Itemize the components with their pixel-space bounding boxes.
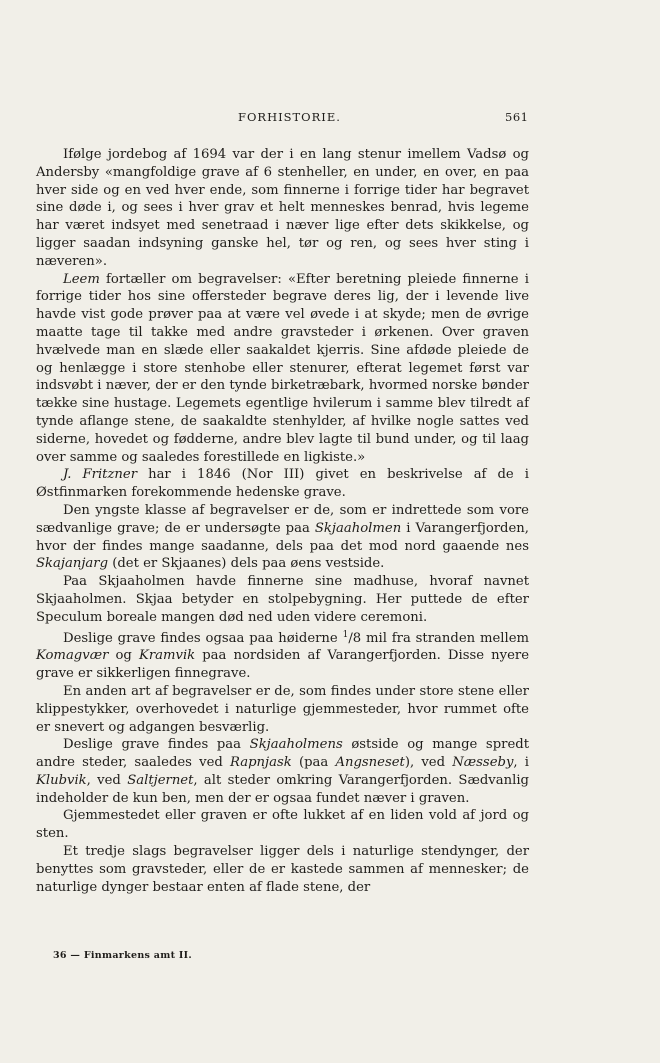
printer-signature: 36 — Finmarkens amt II. [53,950,192,961]
italic-name: Næsseby [452,755,514,771]
text-run: fortæller om begravelser: «Efter beretning pleiede finnerne i forrige tider hos sine offersteder begrave deres lig, der i levende live havde vist gode prøver paa at være vel øvede i at skyde; men de øvrige maatte tage til takke med andre gravsteder i ørkenen. Over graven hvælvede man en slæde eller saakaldet kjerris. Sine afdøde pleiede de og henlægge i store stenhobe eller stenurer, efterat legemet først var indsvøbt i næver, der er den tynde birketræbark, hvormed norske bønder tække sine hustage. Legemets egentlige hvilerum i samme blev tilredt af tynde aflange stene, de saakaldte stenhylder, af hvilke nogle sattes ved siderne, hovedet og fødderne, andre blev lagte til bund under, og til laag over samme og saaledes forestillede en ligkiste.» [36,271,529,465]
text-run: 1 [342,629,349,640]
text-run: , alt steder omkring Varangerfjorden. Sædvanlig indeholder de kun ben, men der er ogsaa fundet næver i graven. [36,772,529,806]
text-run: En anden art af begravelser er de, som findes under store stene eller klippestykker, overhovedet i naturlige gjemmesteder, hvor rummet ofte er snevert og adgangen besværlig. [36,683,529,735]
text-run: , i [513,755,529,771]
italic-name: Komagvær [36,648,109,664]
text-run: i Varangerfjorden, hvor der findes mange saadanne, dels paa det mod nord gaaende nes [36,520,529,554]
text-run: Ifølge jordebog af 1694 var der i en lang stenur imellem Vadsø og Andersby «mangfoldige grave af 6 stenheller, en under, en over, en paa hver side og en ved hver ende, som finnerne i forrige tider har begravet sine døde i, og sees i hver grav et helt menneskes benrad, hvis legeme har været indsyet med senetraad i næver lige efter dets skikkelse, og ligger saadan indsyning ganske hel, tør og ren, og sees hver sting i næveren». [36,147,529,269]
paragraph [36,683,529,736]
body-text [36,146,529,896]
italic-name: Kramvik [138,648,196,664]
text-run: Den yngste klasse af begravelser er de, som er indrettede som vore sædvanlige grave; de er undersøgte paa [36,502,529,536]
italic-name: Angsneset [335,755,405,771]
paragraph [36,466,529,502]
text-run: (paa [291,755,336,771]
page-number: 561 [505,110,529,124]
text-run: Et tredje slags begravelser ligger dels i naturlige stendynger, der benyttes som gravsteder, eller de er kastede sammen af mennesker; de naturlige dynger bestaar enten af flade stene, der [36,844,529,895]
italic-name: Skjaaholmens [249,737,343,753]
text-run: og [108,648,139,664]
paragraph [36,807,529,843]
text-run: /8 mil fra stranden mellem [348,630,530,646]
paragraph [36,736,529,807]
text-run: paa nordsiden af Varangerfjorden. Disse nyere grave er sikkerligen finnegrave. [36,648,530,682]
running-header [0,110,660,130]
italic-name: Skjaaholmen [314,520,402,536]
paragraph [36,271,529,467]
text-run: Deslige grave findes paa [63,737,250,753]
italic-name: Klubvik [36,772,87,788]
text-run: (det er Skjaanes) dels paa øens vestside. [108,556,385,572]
paragraph [36,502,529,573]
paragraph [36,146,529,271]
text-run: Paa Skjaaholmen havde finnerne sine madhuse, hvoraf navnet Skjaaholmen. Skjaa betyder en stolpebygning. Her puttede de efter Speculum boreale mangen død ned uden videre ceremoni. [36,574,529,625]
paragraph [36,843,529,896]
paragraph [36,627,529,683]
page-title: FORHISTORIE. [238,110,341,124]
italic-name: Skajanjarg [36,556,109,572]
text-run: Deslige grave findes ogsaa paa høiderne [63,630,343,646]
italic-name: Saltjernet [127,772,194,788]
text-run: ), ved [404,755,453,771]
paragraph [36,573,529,626]
text-run: østside og mange spredt andre steder, saaledes ved [36,737,529,771]
italic-name: J. Fritzner [63,467,138,483]
text-run: Gjemmestedet eller graven er ofte lukket af en liden vold af jord og sten. [36,808,529,842]
text-run: har i 1846 (Nor III) givet en beskrivelse af de i Østfinmarken forekommende hedenske grave. [36,467,529,501]
italic-name: Leem [63,271,100,287]
italic-name: Rapnjask [230,755,292,771]
text-run: , ved [86,772,128,788]
